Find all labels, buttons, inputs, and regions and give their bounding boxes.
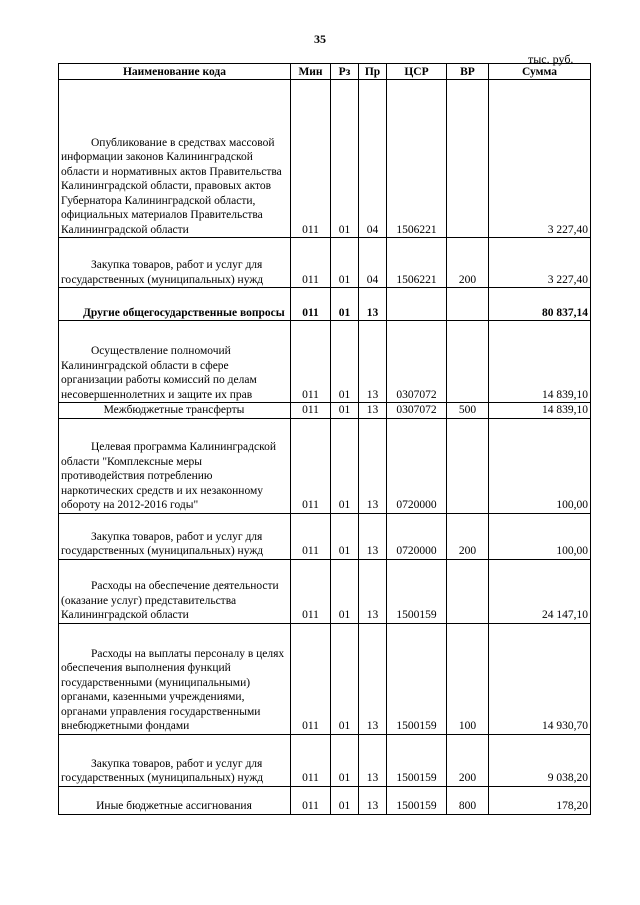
row-csr: 1500159 (387, 623, 447, 734)
row-pr: 13 (359, 288, 387, 321)
row-sum: 80 837,14 (489, 288, 591, 321)
row-csr: 1500159 (387, 786, 447, 814)
row-csr: 0720000 (387, 513, 447, 559)
header-pr: Пр (359, 64, 387, 80)
row-vr: 800 (447, 786, 489, 814)
row-pr: 13 (359, 734, 387, 786)
row-rz: 01 (331, 623, 359, 734)
row-name: Расходы на обеспечение деятельности (оказание услуг) представительства Калининградской области (59, 559, 291, 623)
row-sum: 24 147,10 (489, 559, 591, 623)
row-pr: 04 (359, 238, 387, 288)
row-vr: 200 (447, 513, 489, 559)
budget-table (58, 63, 591, 815)
row-name: Целевая программа Калининградской области "Комплексные меры противодействия потреблению наркотических средств и их незаконному обороту на 2012-2016 годы" (59, 418, 291, 513)
row-csr: 1500159 (387, 559, 447, 623)
row-name: Расходы на выплаты персоналу в целях обеспечения выполнения функций государственными (муниципальными) органами, казенными учреждениями, органами управления государственными внебюджетными фондами (59, 623, 291, 734)
row-rz: 01 (331, 418, 359, 513)
row-vr (447, 559, 489, 623)
row-name: Закупка товаров, работ и услуг для государственных (муниципальных) нужд (59, 238, 291, 288)
row-name: Опубликование в средствах массовой информации законов Калининградской области и нормативных актов Правительства Калининградской области, правовых актов Губернатора Калининградской области, официальных материалов Правительства Калининградской области (59, 80, 291, 238)
row-csr: 1506221 (387, 238, 447, 288)
row-csr: 0307072 (387, 403, 447, 419)
row-min: 011 (291, 786, 331, 814)
row-pr: 13 (359, 623, 387, 734)
row-rz: 01 (331, 403, 359, 419)
page-number: 35 (314, 32, 326, 46)
row-vr (447, 418, 489, 513)
table-row (59, 238, 591, 288)
header-vr: ВР (447, 64, 489, 80)
row-pr: 04 (359, 80, 387, 238)
row-min: 011 (291, 288, 331, 321)
row-sum: 3 227,40 (489, 238, 591, 288)
row-vr: 200 (447, 734, 489, 786)
row-rz: 01 (331, 321, 359, 403)
row-sum: 14 930,70 (489, 623, 591, 734)
table-row (59, 786, 591, 814)
row-sum: 14 839,10 (489, 321, 591, 403)
table-row (59, 80, 591, 238)
table-row (59, 403, 591, 419)
row-csr (387, 288, 447, 321)
row-sum: 100,00 (489, 418, 591, 513)
table-row (59, 418, 591, 513)
row-rz: 01 (331, 238, 359, 288)
row-name: Другие общегосударственные вопросы (59, 288, 291, 321)
row-name: Иные бюджетные ассигнования (59, 786, 291, 814)
row-rz: 01 (331, 513, 359, 559)
table-row (59, 321, 591, 403)
header-rz: Рз (331, 64, 359, 80)
row-rz: 01 (331, 80, 359, 238)
header-min: Мин (291, 64, 331, 80)
row-vr: 100 (447, 623, 489, 734)
table-row (59, 734, 591, 786)
row-vr: 200 (447, 238, 489, 288)
header-csr: ЦСР (387, 64, 447, 80)
row-min: 011 (291, 623, 331, 734)
row-name: Межбюджетные трансферты (59, 403, 291, 419)
row-name: Осуществление полномочий Калининградской области в сфере организации работы комиссий по делам несовершеннолетних и защите их прав (59, 321, 291, 403)
row-min: 011 (291, 403, 331, 419)
row-min: 011 (291, 734, 331, 786)
row-rz: 01 (331, 734, 359, 786)
row-csr: 0307072 (387, 321, 447, 403)
table-row (59, 288, 591, 321)
row-vr (447, 321, 489, 403)
row-pr: 13 (359, 321, 387, 403)
row-sum: 9 038,20 (489, 734, 591, 786)
row-csr: 1506221 (387, 80, 447, 238)
row-min: 011 (291, 321, 331, 403)
row-csr: 1500159 (387, 734, 447, 786)
header-name: Наименование кода (59, 64, 291, 80)
row-sum: 3 227,40 (489, 80, 591, 238)
row-pr: 13 (359, 786, 387, 814)
row-pr: 13 (359, 559, 387, 623)
row-csr: 0720000 (387, 418, 447, 513)
row-pr: 13 (359, 418, 387, 513)
row-sum: 178,20 (489, 786, 591, 814)
row-name: Закупка товаров, работ и услуг для государственных (муниципальных) нужд (59, 734, 291, 786)
row-name: Закупка товаров, работ и услуг для государственных (муниципальных) нужд (59, 513, 291, 559)
row-sum: 14 839,10 (489, 403, 591, 419)
row-vr: 500 (447, 403, 489, 419)
row-pr: 13 (359, 403, 387, 419)
row-min: 011 (291, 559, 331, 623)
table-row (59, 513, 591, 559)
row-vr (447, 288, 489, 321)
row-min: 011 (291, 80, 331, 238)
units-label: тыс. руб. (528, 52, 574, 66)
row-rz: 01 (331, 786, 359, 814)
row-rz: 01 (331, 559, 359, 623)
row-vr (447, 80, 489, 238)
header-sum: Сумма (489, 64, 591, 80)
row-sum: 100,00 (489, 513, 591, 559)
row-min: 011 (291, 238, 331, 288)
row-pr: 13 (359, 513, 387, 559)
row-min: 011 (291, 418, 331, 513)
table-row (59, 623, 591, 734)
table-row (59, 559, 591, 623)
row-min: 011 (291, 513, 331, 559)
table-header-row (59, 64, 591, 80)
row-rz: 01 (331, 288, 359, 321)
